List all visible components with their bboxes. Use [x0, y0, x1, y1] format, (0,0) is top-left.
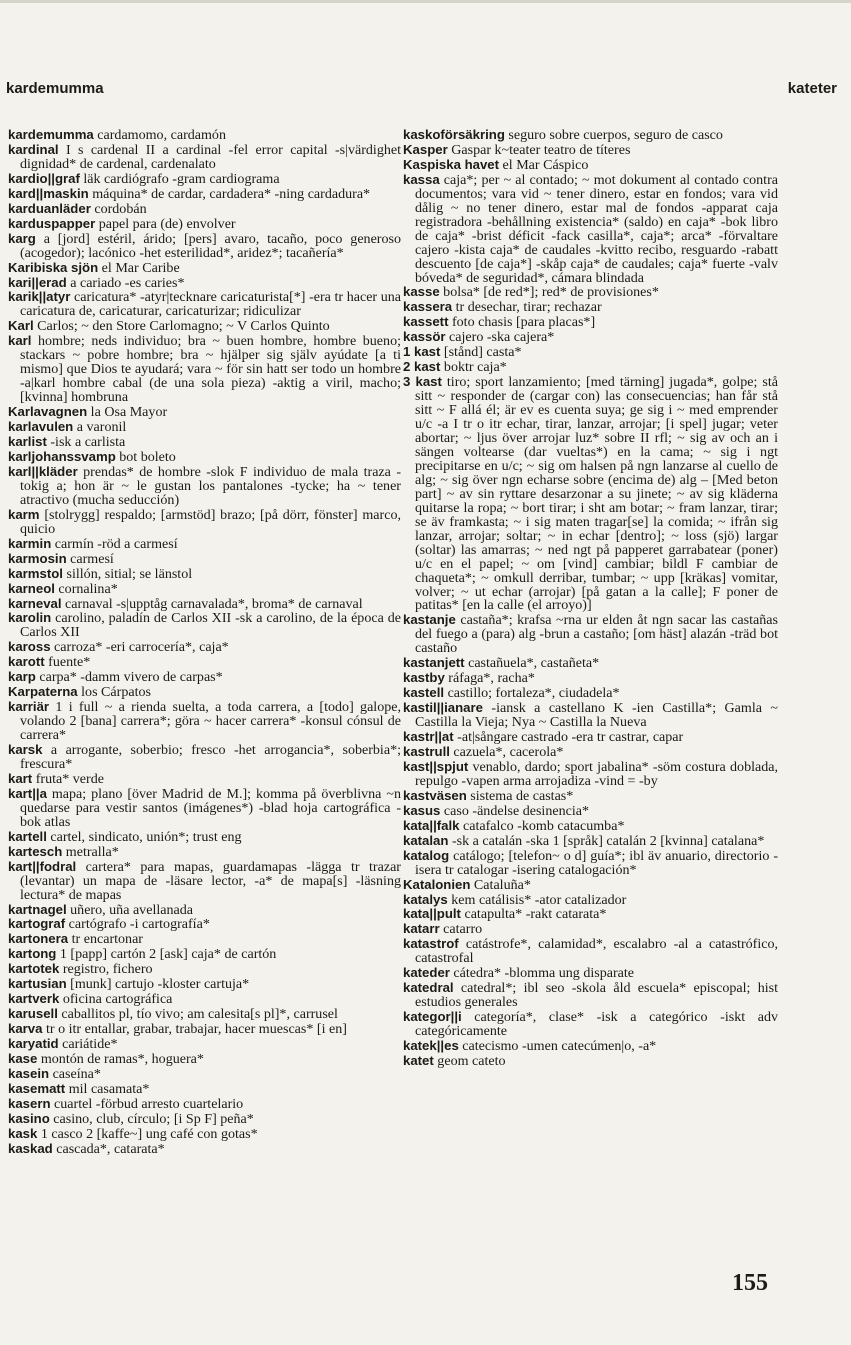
- entry-definition: caso -ändelse desinencia*: [440, 802, 590, 819]
- entry-headword: karyatid: [8, 1036, 59, 1052]
- entry-definition: bolsa* [de red*]; red* de provisiones*: [439, 284, 659, 301]
- entry-headword: kart||fodral: [8, 858, 77, 874]
- entry-headword: Karlavagnen: [8, 404, 88, 420]
- dictionary-entry: [8, 217, 401, 232]
- dictionary-entry: [8, 582, 401, 597]
- entry-definition: 1 [papp] cartón 2 [ask] caja* de cartón: [56, 946, 277, 963]
- dictionary-entry: [8, 1127, 401, 1142]
- dictionary-entry: [403, 285, 778, 300]
- dictionary-entry: [403, 849, 778, 878]
- entry-definition: los Cárpatos: [77, 684, 151, 701]
- entry-definition: foto chasis [para placas*]: [448, 314, 596, 331]
- entry-definition: cátedra* -blomma ung disparate: [449, 965, 635, 982]
- entry-definition: Gaspar k~teater teatro de títeres: [447, 141, 631, 158]
- dictionary-entry: [403, 834, 778, 849]
- entry-definition: prendas* de hombre -slok F individuo de mala traza -tokig a; hon är ~ le gustan los pantalones -tycke; ha ~ tener atractivo (mucha seducción): [20, 463, 401, 508]
- entry-headword: kardinal: [8, 141, 59, 157]
- entry-headword: karl||kläder: [8, 463, 78, 479]
- entry-definition: läk cardiógrafo -gram cardiograma: [79, 170, 280, 187]
- left-column: [8, 128, 401, 1253]
- dictionary-entry: [8, 187, 401, 202]
- dictionary-entry: [8, 1022, 401, 1037]
- entry-headword: kartell: [8, 828, 47, 844]
- entry-definition: carpa* -damm vivero de carpas*: [35, 669, 223, 686]
- entry-headword: katet: [403, 1053, 434, 1068]
- dictionary-entry: [8, 787, 401, 830]
- entry-headword: karneol: [8, 580, 55, 596]
- entry-definition: categoría*, clase* -isk a categórico -iskt adv categóricamente: [415, 1009, 778, 1040]
- entry-headword: 2 kast: [403, 359, 441, 375]
- entry-definition: -isk a carlista: [46, 434, 126, 451]
- dictionary-entry: [403, 345, 778, 360]
- entry-definition: cazuela*, cacerola*: [449, 743, 564, 760]
- dictionary-entry: [403, 143, 778, 158]
- dictionary-entry: [8, 552, 401, 567]
- dictionary-entry: [8, 772, 401, 787]
- entry-headword: kastil||ianare: [403, 700, 483, 716]
- header-last-word: kateter: [787, 80, 837, 97]
- dictionary-entry: [8, 465, 401, 508]
- entry-headword: karduanläder: [8, 200, 91, 216]
- entry-headword: kari||erad: [8, 274, 67, 290]
- dictionary-entry: [8, 128, 401, 143]
- dictionary-entry: [8, 1142, 401, 1157]
- entry-headword: 3 kast: [403, 374, 442, 390]
- entry-headword: kassör: [403, 329, 446, 345]
- entry-headword: Karl: [8, 318, 34, 334]
- entry-definition: castaña*; krafsa ~rna ur elden åt ngn sacar las castañas del fuego a (para) alg -brun a castaño; [om häst] alazán -träd bot castaño: [415, 612, 778, 657]
- dictionary-entry: [8, 743, 401, 772]
- entry-headword: katek||es: [403, 1038, 459, 1054]
- entry-headword: kase: [8, 1051, 38, 1067]
- entry-headword: Katalonien: [403, 876, 471, 892]
- entry-headword: kart: [8, 770, 33, 786]
- dictionary-entry: [403, 375, 778, 613]
- entry-definition: sistema de castas*: [466, 787, 574, 804]
- entry-definition: cajero -ska cajera*: [445, 329, 555, 346]
- dictionary-entry: [403, 937, 778, 966]
- entry-definition: carmesí: [66, 550, 114, 567]
- dictionary-entry: [8, 290, 401, 319]
- entry-headword: karljohanssvamp: [8, 448, 116, 464]
- dictionary-entry: [8, 202, 401, 217]
- entry-definition: Cataluña*: [470, 876, 531, 893]
- entry-headword: kastrull: [403, 743, 450, 759]
- entry-definition: caseína*: [49, 1066, 101, 1082]
- entry-definition: máquina* de cardar, cardadera* -ning cardadura*: [88, 185, 371, 202]
- entry-definition: hombre; neds individuo; bra ~ buen hombre, hombre bueno; stackars ~ pobre hombre; bra ~ hjälper sig själv ayúdate [a ti mismo] que Dios te ayudará; vara ~ för sin hatt ser todo un hombre -a|karl hombre cabal (de una sola pieza) -aktig a viril, macho; [kvinna] hombruna: [20, 333, 401, 406]
- entry-headword: kassett: [403, 314, 449, 330]
- dictionary-entry: [403, 701, 778, 730]
- dictionary-entry: [403, 173, 778, 286]
- dictionary-entry: [403, 158, 778, 173]
- entry-headword: kata||falk: [403, 817, 460, 833]
- entry-headword: kaross: [8, 639, 51, 655]
- entry-definition: catálogo; [telefon~ o d] guía*; ibl äv anuario, directorio -isera tr catalogar -isering catalogación*: [415, 847, 778, 878]
- entry-definition: geom cateto: [433, 1053, 506, 1069]
- dictionary-entry: [8, 845, 401, 860]
- entry-headword: karg: [8, 230, 36, 246]
- dictionary-entry: [403, 360, 778, 375]
- entry-headword: kartograf: [8, 916, 66, 932]
- dictionary-entry: [8, 1007, 401, 1022]
- entry-definition: [munk] cartujo -kloster cartuja*: [66, 976, 250, 993]
- entry-definition: a varonil: [73, 419, 127, 436]
- entry-headword: kaskad: [8, 1140, 53, 1156]
- dictionary-entry: [403, 1010, 778, 1039]
- entry-headword: kartnagel: [8, 901, 67, 917]
- dictionary-entry: [403, 330, 778, 345]
- entry-headword: karlist: [8, 434, 47, 450]
- entry-headword: 1 kast: [403, 344, 441, 360]
- right-column: [403, 128, 778, 1253]
- dictionary-entry: [8, 261, 401, 276]
- entry-headword: karm: [8, 506, 40, 522]
- entry-headword: katalys: [403, 891, 448, 907]
- entry-definition: catarro: [439, 921, 483, 938]
- entry-headword: kartong: [8, 946, 57, 962]
- entry-headword: kategor||i: [403, 1009, 462, 1025]
- dictionary-entry: [8, 1067, 401, 1082]
- entry-headword: Kasper: [403, 141, 448, 157]
- entry-headword: kartotek: [8, 961, 60, 977]
- entry-definition: montón de ramas*, hoguera*: [37, 1051, 204, 1068]
- running-header: [6, 80, 837, 102]
- entry-definition: catástrofe*, calamidad*, escalabro -al a catastrófico, catastrofal: [415, 936, 778, 967]
- dictionary-entry: [403, 922, 778, 937]
- entry-definition: caricatura* -atyr|tecknare caricaturista[*] -era tr hacer una caricatura de, caricaturar, caricaturizar; ridiculizar: [20, 289, 401, 320]
- dictionary-entry: [8, 537, 401, 552]
- dictionary-entry: [8, 319, 401, 334]
- entry-definition: la Osa Mayor: [87, 404, 168, 421]
- entry-headword: kasus: [403, 802, 441, 818]
- dictionary-entry: [8, 435, 401, 450]
- entry-definition: mapa; plano [över Madrid de M.]; komma på överblivna ~n quedarse para vestir santos (imágenes*) -blad hoja cartográfica -bok atlas: [20, 785, 401, 830]
- dictionary-entry: [403, 789, 778, 804]
- entry-headword: kartonera: [8, 931, 69, 947]
- entry-headword: katastrof: [403, 936, 459, 952]
- entry-definition: catecismo -umen catecúmen|o, -a*: [458, 1038, 657, 1055]
- entry-definition: carolino, paladín de Carlos XII -sk a carolino, de la época de Carlos XII: [20, 610, 401, 641]
- entry-definition: [stolrygg] respaldo; [armstöd] brazo; [på dörr, fönster] marco, quicio: [20, 506, 401, 537]
- entry-definition: sillón, sitial; se länstol: [62, 565, 193, 582]
- entry-headword: kask: [8, 1125, 38, 1141]
- entry-headword: karl: [8, 333, 32, 349]
- dictionary-entry: [403, 966, 778, 981]
- entry-definition: catedral*; ibl seo -skola åld escuela* episcopal; hist estudios generales: [415, 980, 778, 1011]
- entry-definition: fuente*: [44, 654, 91, 671]
- entry-headword: kard||maskin: [8, 185, 89, 201]
- dictionary-entry: [8, 655, 401, 670]
- entry-headword: karolin: [8, 610, 52, 626]
- entry-definition: Carlos; ~ den Store Carlomagno; ~ V Carlos Quinto: [33, 318, 330, 335]
- dictionary-entry: [8, 962, 401, 977]
- entry-headword: Karibiska sjön: [8, 259, 99, 275]
- entry-definition: castillo; fortaleza*, ciudadela*: [444, 685, 620, 702]
- entry-definition: I s cardenal II a cardinal -fel error capital -s|värdighet dignidad* de cardenal, cardenalato: [20, 141, 401, 172]
- dictionary-entry: [403, 745, 778, 760]
- entry-definition: tr o itr entallar, grabar, trabajar, hacer muescas* [i en]: [42, 1021, 347, 1038]
- entry-headword: kastell: [403, 685, 445, 701]
- entry-definition: cuartel -förbud arresto cuartelario: [50, 1095, 244, 1112]
- top-edge-rule: [0, 0, 851, 3]
- entry-headword: Karpaterna: [8, 684, 78, 700]
- entry-headword: karik||atyr: [8, 289, 71, 305]
- dictionary-entry: [8, 830, 401, 845]
- dictionary-entry: [8, 143, 401, 172]
- entry-definition: catapulta* -rakt catarata*: [460, 906, 607, 923]
- entry-headword: kast||spjut: [403, 758, 469, 774]
- dictionary-entry: [8, 420, 401, 435]
- dictionary-entry: [8, 1037, 401, 1052]
- entry-definition: registro, fichero: [59, 961, 153, 978]
- entry-definition: oficina cartográfica: [59, 991, 173, 1008]
- dictionary-entry: [403, 760, 778, 789]
- entry-definition: seguro sobre cuerpos, seguro de casco: [504, 128, 723, 143]
- dictionary-entry: [8, 977, 401, 992]
- entry-headword: kart||a: [8, 785, 47, 801]
- entry-headword: katedral: [403, 980, 454, 996]
- entry-definition: -sk a catalán -ska 1 [språk] catalán 2 [kvinna] catalana*: [448, 832, 765, 849]
- dictionary-entry: [8, 917, 401, 932]
- entry-definition: castañuela*, castañeta*: [464, 655, 600, 672]
- entry-definition: cartel, sindicato, unión*; trust eng: [46, 828, 242, 845]
- entry-definition: el Mar Caribe: [98, 259, 180, 276]
- entry-headword: karott: [8, 654, 45, 670]
- header-first-word: kardemumma: [6, 80, 104, 97]
- entry-headword: katalan: [403, 832, 449, 848]
- entry-headword: kastr||at: [403, 729, 454, 745]
- entry-definition: cariátide*: [58, 1036, 118, 1053]
- entry-definition: mil casamata*: [65, 1080, 150, 1097]
- entry-definition: a [jord] estéril, árido; [pers] avaro, tacaño, poco generoso (acogedor); lacónico -het esterilidad*, aridez*; tacañería*: [20, 230, 401, 261]
- entry-headword: karmin: [8, 535, 52, 551]
- dictionary-entry: [8, 172, 401, 187]
- entry-headword: kartusian: [8, 976, 67, 992]
- entry-headword: kastanje: [403, 612, 456, 628]
- entry-definition: 1 i full ~ a rienda suelta, a toda carrera, a [todo] galope, volando 2 [bana] carrera*; göra ~ hacer carrera* -konsul cónsul de carrera*: [20, 699, 401, 744]
- dictionary-entry: [403, 878, 778, 893]
- dictionary-entry: [8, 932, 401, 947]
- dictionary-entry: [8, 567, 401, 582]
- dictionary-entry: [8, 992, 401, 1007]
- dictionary-entry: [403, 907, 778, 922]
- dictionary-entry: [403, 819, 778, 834]
- entry-definition: tr encartonar: [68, 931, 143, 948]
- entry-headword: kasematt: [8, 1080, 66, 1096]
- entry-definition: caja*; per ~ al contado; ~ mot dokument al contado contra documentos; vara vid ~ tener dinero, estar en fondos; vara vid dålig ~ no tener dinero, estar mal de fondos -apparat caja registradora -behållning existencia* (saldo) en caja* -bok libro de caja* -brist déficit -fack casilla*, caja*; arca* -förvaltare cajero -kista caja* de caudales -kvitto recibo, resguardo -rabatt descuento [de caja*] -skåp caja* de caudales; caja* fuerte -valv bóveda* de seguridad*, cámara blindada: [415, 171, 778, 286]
- entry-headword: Kaspiska havet: [403, 156, 500, 172]
- entry-definition: casino, club, círculo; [i Sp F] peña*: [49, 1110, 254, 1127]
- dictionary-entry: [403, 730, 778, 745]
- entry-headword: katarr: [403, 921, 440, 937]
- entry-headword: karva: [8, 1021, 43, 1037]
- dictionary-entry: [403, 893, 778, 908]
- entry-definition: a arrogante, soberbio; fresco -het arrogancia*, soberbia*; frescura*: [20, 742, 401, 772]
- dictionary-entry: [8, 1097, 401, 1112]
- dictionary-entry: [8, 334, 401, 405]
- dictionary-entry: [8, 640, 401, 655]
- entry-definition: venablo, dardo; sport jabalina* -söm costura doblada, repulgo -vapen arma arrojadiza -vind = -by: [415, 758, 778, 789]
- entry-definition: 1 casco 2 [kaffe~] ung café con gotas*: [37, 1125, 258, 1142]
- entry-definition: boktr caja*: [440, 359, 507, 376]
- entry-definition: carnaval -s|upptåg carnavalada*, broma* de carnaval: [61, 595, 363, 612]
- entry-headword: karneval: [8, 595, 62, 611]
- entry-definition: papel para (de) envolver: [95, 215, 236, 232]
- entry-headword: kasein: [8, 1066, 50, 1081]
- dictionary-entry: [403, 686, 778, 701]
- entry-headword: karp: [8, 669, 36, 685]
- dictionary-entry: [8, 670, 401, 685]
- entry-headword: karduspapper: [8, 215, 96, 231]
- dictionary-entry: [403, 315, 778, 330]
- entry-headword: katalog: [403, 847, 450, 863]
- entry-definition: el Mar Cáspico: [499, 156, 589, 173]
- dictionary-entry: [8, 508, 401, 537]
- entry-headword: kasern: [8, 1095, 51, 1111]
- dictionary-entry: [8, 685, 401, 700]
- dictionary-entry: [8, 1052, 401, 1067]
- entry-definition: catafalco -komb catacumba*: [459, 817, 625, 834]
- entry-definition: uñero, uña avellanada: [66, 901, 194, 918]
- entry-headword: kastväsen: [403, 787, 467, 803]
- entry-definition: caballitos pl, tío vivo; am calesita[s pl]*, carrusel: [57, 1006, 338, 1023]
- dictionary-entry: [403, 300, 778, 315]
- entry-headword: kartesch: [8, 843, 63, 859]
- dictionary-entry: [403, 1039, 778, 1054]
- entry-definition: a cariado -es caries*: [66, 274, 185, 291]
- dictionary-entry: [403, 128, 778, 143]
- dictionary-entry: [8, 903, 401, 918]
- entry-headword: karlavulen: [8, 419, 74, 435]
- entry-definition: cartógrafo -i cartografía*: [65, 916, 210, 933]
- dictionary-entry: [403, 981, 778, 1010]
- entry-definition: carroza* -eri carrocería*, caja*: [50, 639, 229, 656]
- dictionary-entry: [8, 597, 401, 612]
- entry-headword: karmstol: [8, 565, 63, 581]
- entry-definition: -iansk a castellano K -ien Castilla*; Gamla ~ Castilla la Vieja; Nya ~ Castilla la Nueva: [415, 700, 778, 731]
- entry-headword: kardemumma: [8, 128, 94, 142]
- dictionary-entry: [8, 232, 401, 261]
- entry-headword: karsk: [8, 742, 43, 758]
- entry-definition: ráfaga*, racha*: [444, 670, 535, 687]
- dictionary-entry: [403, 656, 778, 671]
- dictionary-entry: [8, 611, 401, 640]
- entry-headword: kastby: [403, 670, 445, 686]
- dictionary-entry: [8, 947, 401, 962]
- dictionary-entry: [8, 1112, 401, 1127]
- entry-definition: -at|sångare castrado -era tr castrar, capar: [453, 729, 684, 746]
- entry-definition: metralla*: [62, 843, 119, 860]
- entry-headword: kasse: [403, 284, 440, 300]
- entry-headword: kasino: [8, 1110, 50, 1126]
- entry-definition: cordobán: [90, 200, 147, 217]
- dictionary-entry: [403, 613, 778, 656]
- dictionary-entry: [8, 700, 401, 743]
- entry-headword: kardio||graf: [8, 170, 80, 186]
- entry-headword: kata||pult: [403, 906, 461, 922]
- dictionary-entry: [8, 405, 401, 420]
- entry-definition: tiro; sport lanzamiento; [med tärning] jugada*, golpe; stå sitt ~ responder de (cargar con) las consecuencias; han får stå sitt ~ F allá él; är ev es cuenta suya; ge sig i ~ med emprender u/c -a I tr o itr echar, tirar, lanzar, arrojar; [i spel] jugar; veter abortar; ~ ljus över arrojar luz* sobre II rfl; ~ sig av och an i sängen voltearse (dar vueltas*) en la cama; ~ sig i ngt precipitarse en u/c; ~ sig om halsen på ngn lanzarse al cuello de alg; ~ sig över ngn echarse sobre (encima de) alg – [Med beton part] ~ av sin ryttare desarzonar a su jinete; ~ av sig kläderna quitarse la ropa; ~ bort tirar; i sht am botar; ~ fram lanzar, tirar; se äv framkasta; ~ i sig maten tragar[se] la comida; ~ ifrån sig lanzar, arrojar; soltar; ~ in echar [dentro]; ~ loss (sjö) largar (soltar) las amarras; ~ ned ngt på papperet garrabatear (poner) u/c en el papel; ~ om [vind] cambiar; bildl F cambiar de chaqueta*; ~ omkull derribar, tumbar; ~ upp [kräkas] vomitar, volver; ~ ut echar (arrojar) [på gatan a la calle]; F poner de patitas* [en la calle (el arroyo)]: [415, 374, 778, 614]
- entry-definition: cardamomo, cardamón: [93, 128, 226, 143]
- dictionary-entry: [403, 671, 778, 686]
- dictionary-entry: [403, 804, 778, 819]
- entry-headword: karriär: [8, 699, 50, 715]
- entry-headword: kateder: [403, 965, 450, 981]
- entry-headword: karmosin: [8, 550, 67, 566]
- page-number: 155: [732, 1270, 768, 1296]
- entry-definition: cartera* para mapas, guardamapas -lägga tr trazar (levantar) un mapa de -läsare lector, -a* de mapa[s] -läsning lectura* de mapas: [20, 858, 401, 903]
- entry-definition: [stånd] casta*: [440, 344, 522, 361]
- dictionary-entry: [8, 860, 401, 903]
- entry-headword: kassa: [403, 171, 440, 187]
- entry-headword: kaskoförsäkring: [403, 128, 505, 142]
- entry-definition: cascada*, catarata*: [52, 1140, 165, 1157]
- entry-headword: kartverk: [8, 991, 60, 1007]
- dictionary-entry: [403, 1054, 778, 1069]
- entry-definition: fruta* verde: [32, 770, 104, 787]
- entry-definition: kem catálisis* -ator catalizador: [447, 891, 627, 908]
- entry-headword: kassera: [403, 299, 453, 315]
- entry-definition: tr desechar, tirar; rechazar: [452, 299, 602, 316]
- dictionary-entry: [8, 1082, 401, 1097]
- entry-headword: kastanjett: [403, 655, 465, 671]
- entry-headword: karusell: [8, 1006, 58, 1022]
- dictionary-entry: [8, 276, 401, 291]
- dictionary-entry: [8, 450, 401, 465]
- entry-definition: bot boleto: [115, 448, 176, 465]
- entry-definition: carmín -röd a carmesí: [51, 535, 178, 552]
- entry-definition: cornalina*: [54, 580, 118, 597]
